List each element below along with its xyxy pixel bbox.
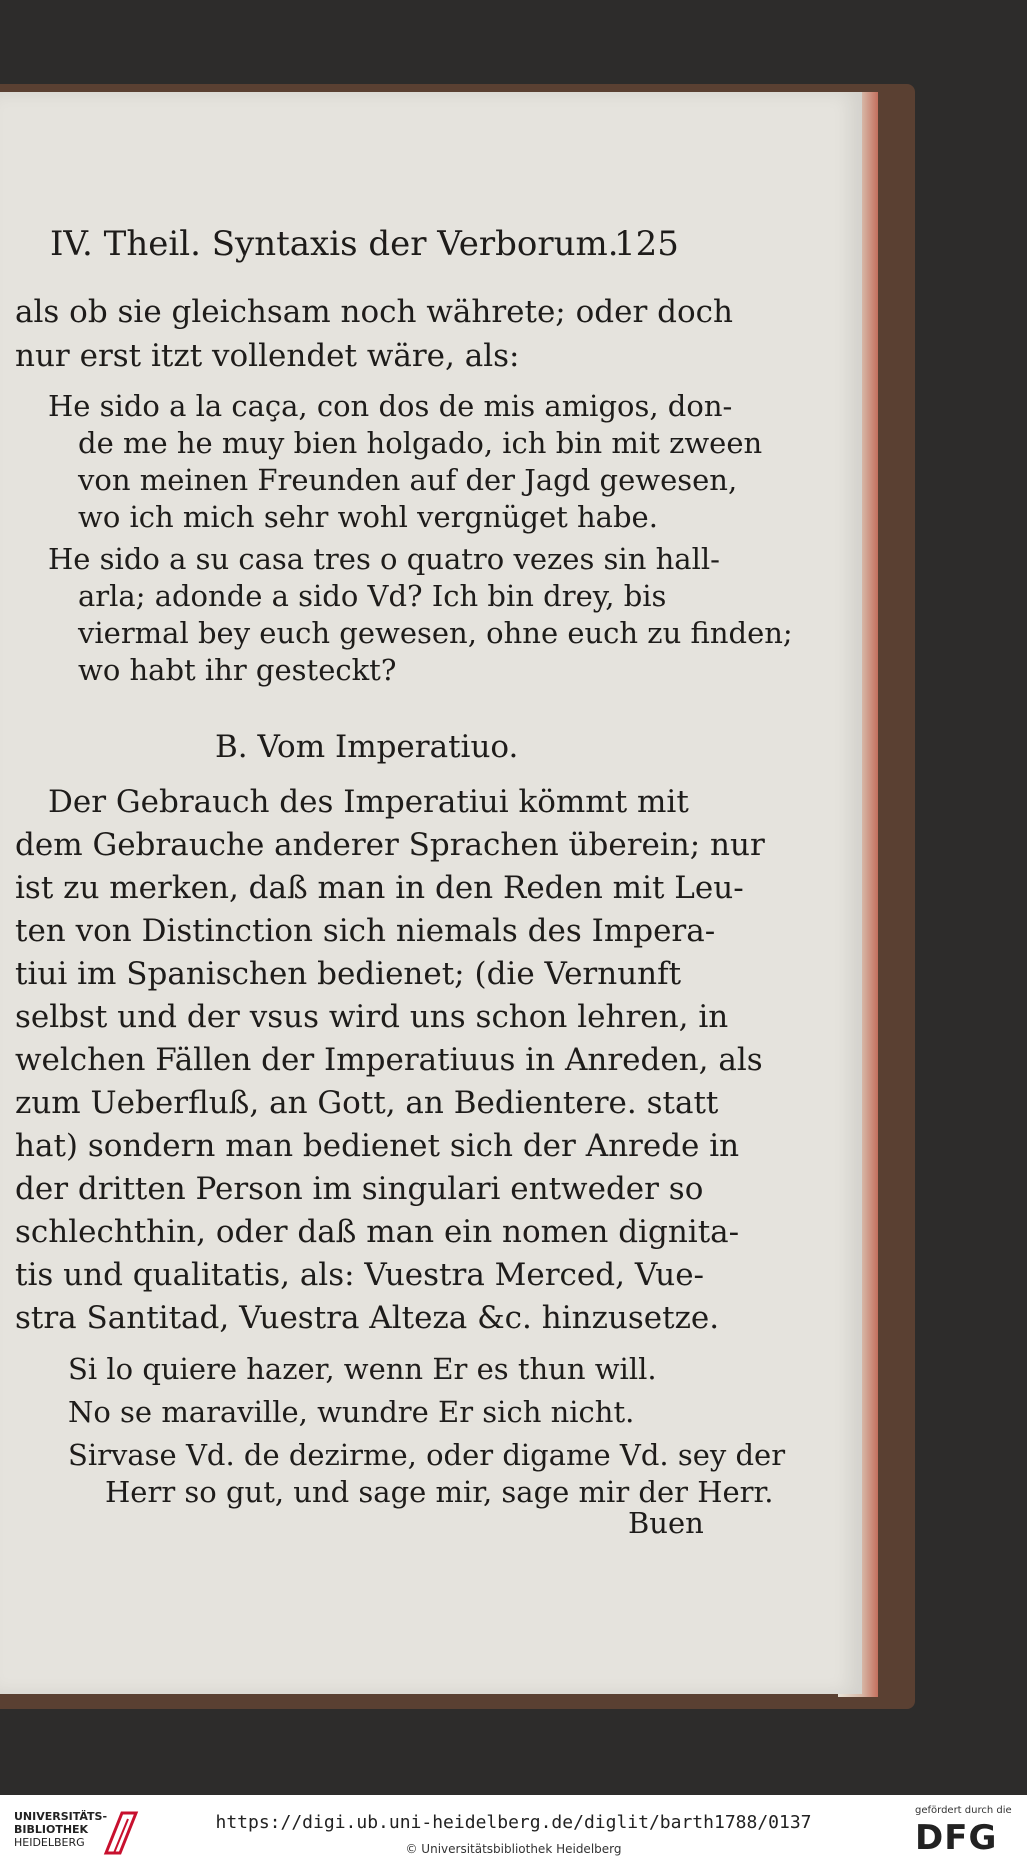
- example-line: He sido a su casa tres o quatro vezes sin hall-: [48, 542, 720, 576]
- example-line: wo ich mich sehr wohl vergnüget habe.: [78, 500, 658, 534]
- paragraph-line: stra Santitad, Vuestra Alteza &c. hinzusetze.: [15, 1300, 720, 1336]
- paragraph-line: zum Ueberfluß, an Gott, an Bedientere. statt: [15, 1085, 719, 1121]
- text-line: nur erst itzt vollendet wäre, als:: [15, 338, 520, 374]
- example-line: de me he muy bien holgado, ich bin mit zween: [78, 426, 763, 460]
- institution-line: BIBLIOTHEK: [14, 1823, 89, 1836]
- example-line: Si lo quiere hazer, wenn Er es thun will.: [68, 1352, 657, 1386]
- page-text: [0, 92, 862, 1694]
- catchword: Buen: [628, 1506, 704, 1540]
- text-line: als ob sie gleichsam noch währete; oder doch: [15, 294, 733, 330]
- example-line: arla; adonde a sido Vd? Ich bin drey, bis: [78, 579, 667, 613]
- permalink-url[interactable]: https://digi.ub.uni-heidelberg.de/diglit/barth1788/0137: [215, 1812, 812, 1833]
- paragraph-line: hat) sondern man bedienet sich der Anrede in: [15, 1128, 740, 1164]
- paragraph-line: tiui im Spanischen bedienet; (die Vernunft: [15, 956, 682, 992]
- paragraph-line: welchen Fällen der Imperatiuus in Anreden, als: [15, 1042, 763, 1078]
- dfg-caption: gefördert durch die: [915, 1805, 1012, 1816]
- paragraph-line: Der Gebrauch des Imperatiui kömmt mit: [48, 784, 689, 820]
- example-line: viermal bey euch gewesen, ohne euch zu finden;: [78, 616, 793, 650]
- page-number: 125: [614, 224, 679, 264]
- institution-line: HEIDELBERG: [14, 1836, 85, 1849]
- example-line: Herr so gut, und sage mir, sage mir der Herr.: [105, 1475, 774, 1509]
- example-line: von meinen Freunden auf der Jagd gewesen,: [78, 463, 738, 497]
- paragraph-line: tis und qualitatis, als: Vuestra Merced, Vue-: [15, 1257, 705, 1293]
- dfg-logo[interactable]: DFG: [915, 1818, 998, 1858]
- section-heading: B. Vom Imperatiuo.: [215, 729, 519, 765]
- example-line: No se maraville, wundre Er sich nicht.: [68, 1395, 635, 1429]
- copyright-notice: © Universitätsbibliothek Heidelberg: [405, 1842, 622, 1856]
- example-line: Sirvase Vd. de dezirme, oder digame Vd. sey der: [68, 1438, 786, 1472]
- paragraph-line: ist zu merken, daß man in den Reden mit Leu-: [15, 870, 744, 906]
- paragraph-line: ten von Distinction sich niemals des Impera-: [15, 913, 716, 949]
- example-line: He sido a la caça, con dos de mis amigos, don-: [48, 389, 733, 423]
- example-line: wo habt ihr gesteckt?: [78, 653, 397, 687]
- paragraph-line: selbst und der vsus wird uns schon lehren, in: [15, 999, 729, 1035]
- viewer-footer: [0, 1795, 1027, 1868]
- book-page: [0, 92, 862, 1694]
- institution-line: UNIVERSITÄTS-: [14, 1810, 108, 1823]
- paragraph-line: der dritten Person im singulari entweder so: [15, 1171, 704, 1207]
- paragraph-line: schlechthin, oder daß man ein nomen dignita-: [15, 1214, 740, 1250]
- paragraph-line: dem Gebrauche anderer Sprachen überein; nur: [15, 827, 765, 863]
- running-head: IV. Theil. Syntaxis der Verborum.: [50, 224, 619, 264]
